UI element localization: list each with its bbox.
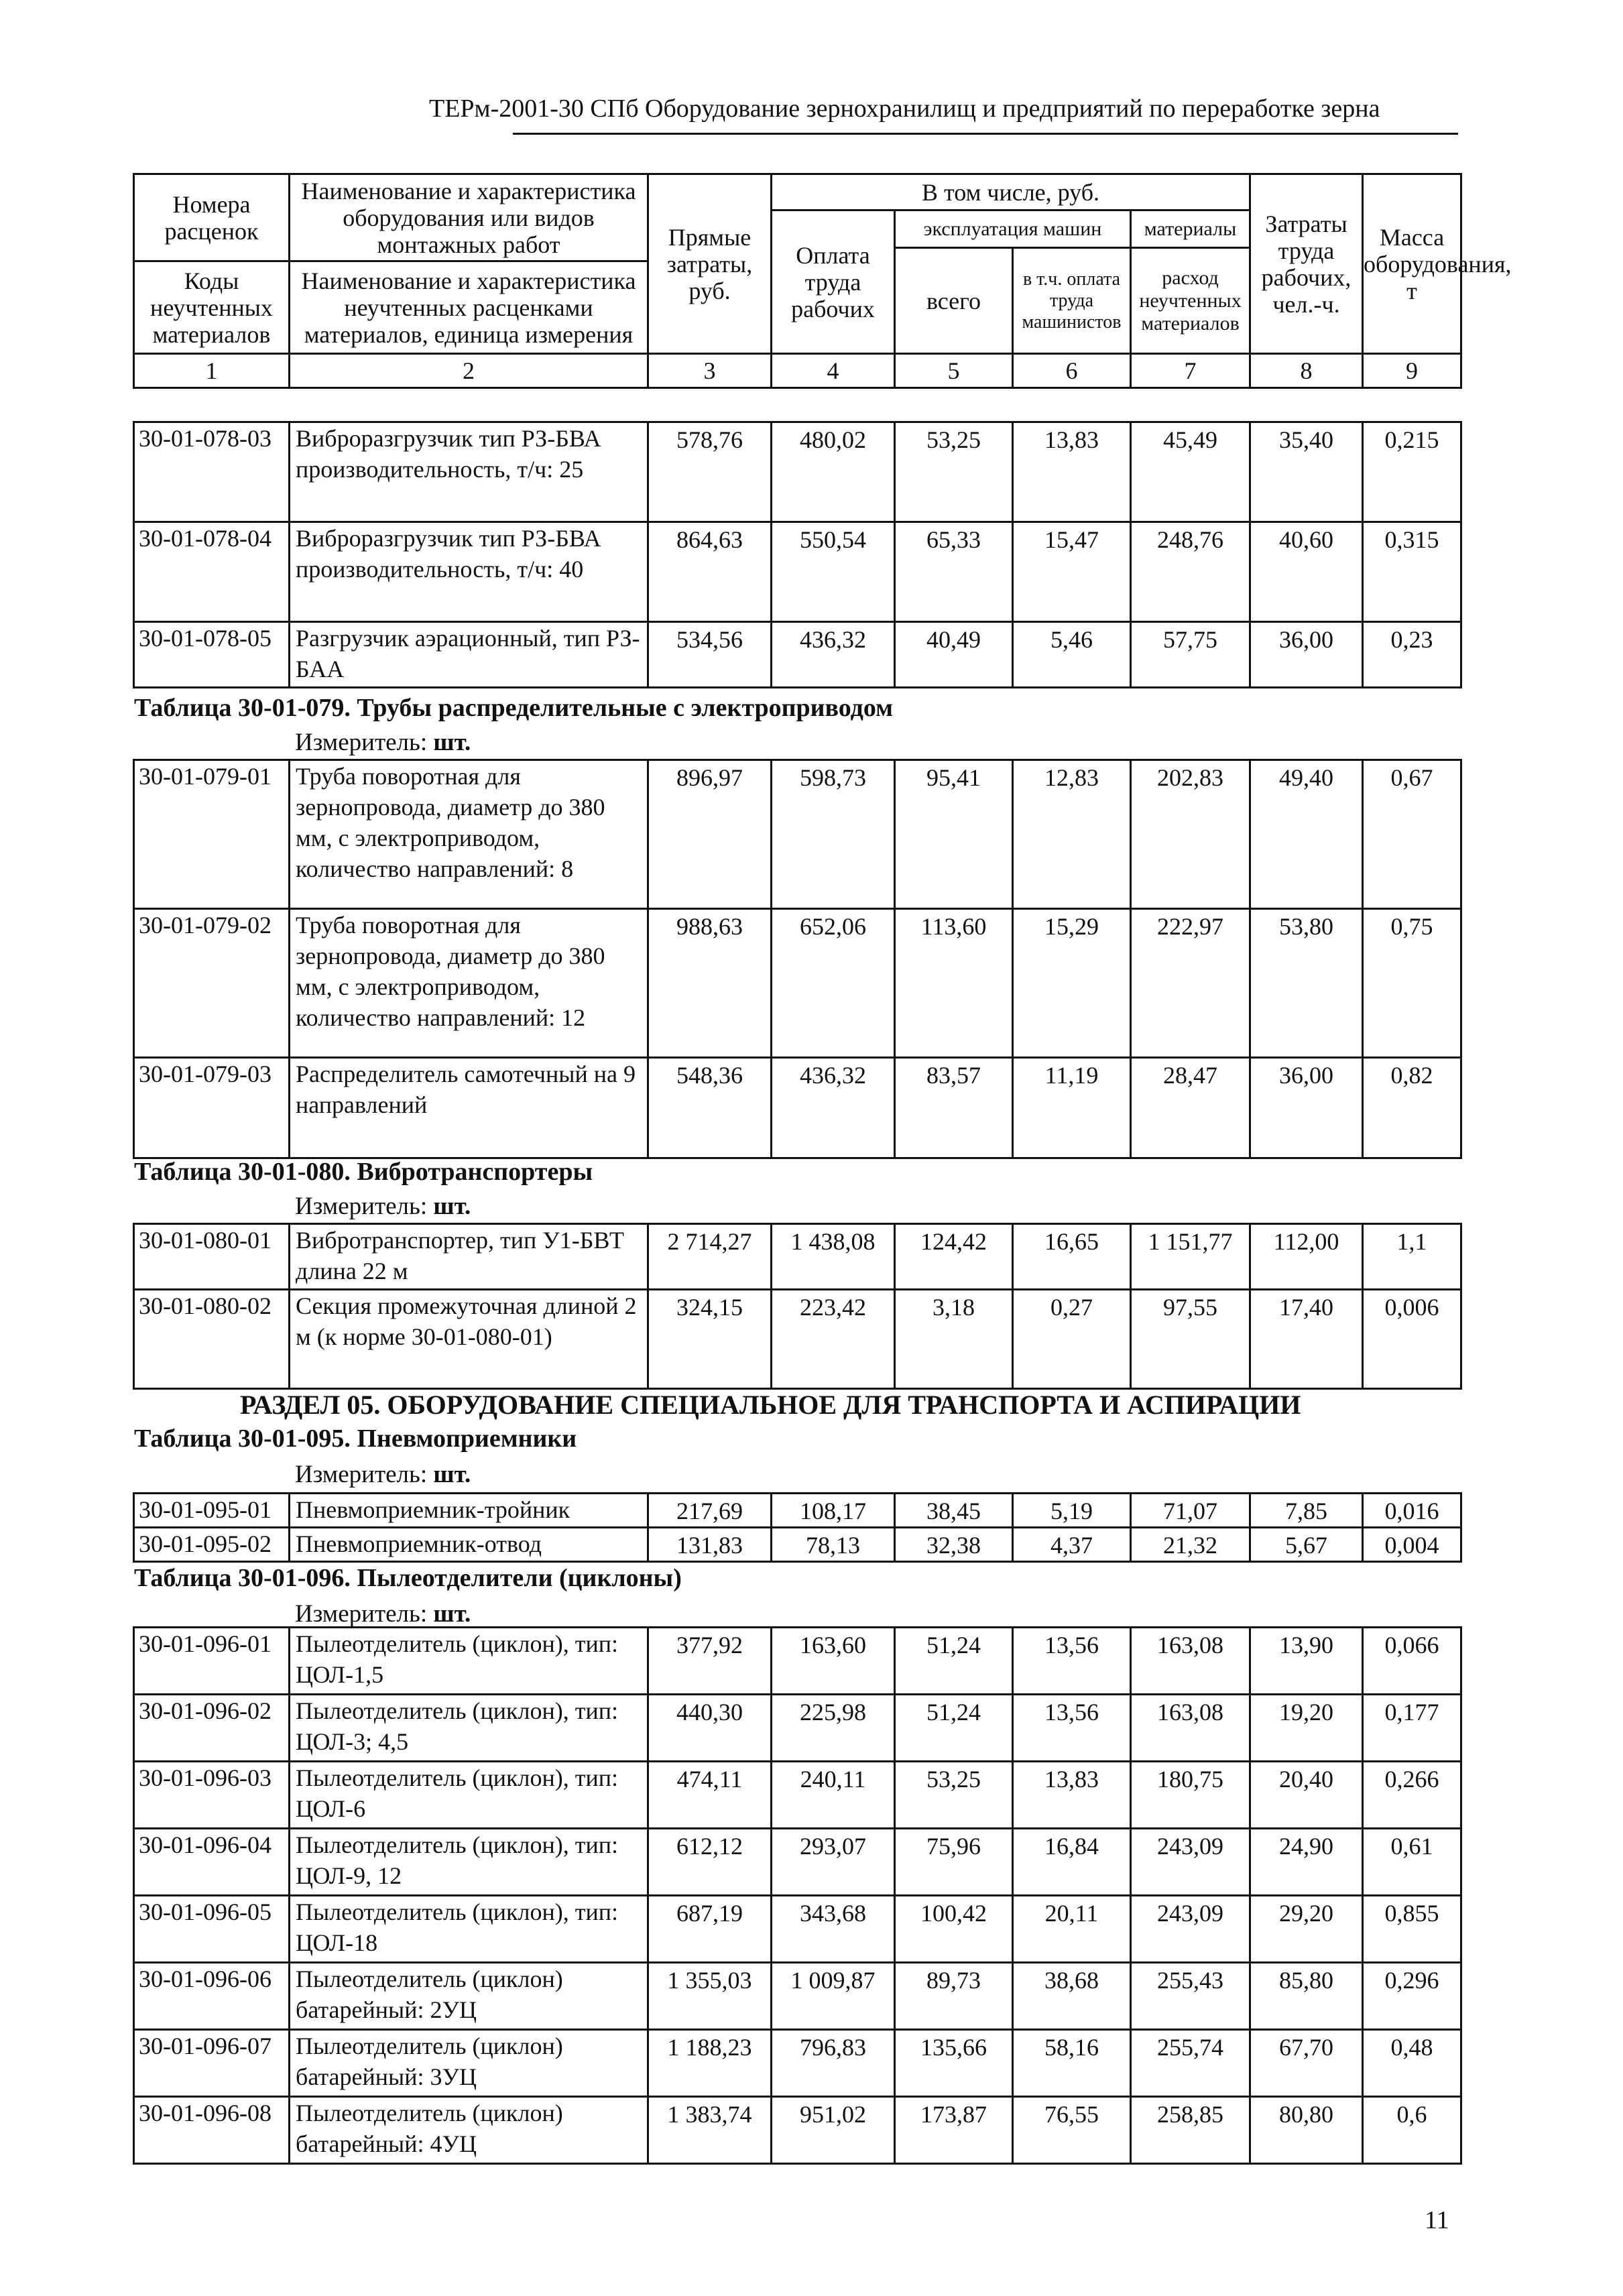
cell-machines-total: 38,45 <box>895 1494 1013 1528</box>
table-row <box>134 1224 1461 1290</box>
cell-machines-total: 53,25 <box>895 422 1013 522</box>
cell-direct-cost: 324,15 <box>648 1290 772 1389</box>
cell-materials: 163,08 <box>1131 1628 1250 1695</box>
cell-labor-pay: 796,83 <box>772 2030 895 2097</box>
cell-labor-hours: 19,20 <box>1250 1695 1363 1762</box>
cell-mass: 0,177 <box>1363 1695 1461 1762</box>
row-code: 30-01-095-01 <box>134 1494 290 1528</box>
cell-labor-hours: 112,00 <box>1250 1224 1363 1290</box>
row-code: 30-01-096-02 <box>134 1695 290 1762</box>
cell-direct-cost: 440,30 <box>648 1695 772 1762</box>
cell-operators-pay: 0,27 <box>1013 1290 1131 1389</box>
cell-operators-pay: 38,68 <box>1013 1963 1131 2030</box>
cell-machines-total: 173,87 <box>895 2097 1013 2164</box>
header-col4: Оплата труда рабочих <box>772 210 895 354</box>
row-name: Пневмоприемник-тройник <box>290 1494 648 1528</box>
row-code: 30-01-096-04 <box>134 1829 290 1896</box>
cell-labor-hours: 24,90 <box>1250 1829 1363 1896</box>
header-col9: Масса оборудования, т <box>1363 174 1461 354</box>
row-code: 30-01-096-07 <box>134 2030 290 2097</box>
cell-operators-pay: 76,55 <box>1013 2097 1131 2164</box>
table-095-measure: Измеритель: шт. <box>295 1461 471 1488</box>
row-name: Виброразгрузчик тип РЗ-БВА производительность, т/ч: 40 <box>290 522 648 622</box>
cell-labor-pay: 343,68 <box>772 1896 895 1963</box>
cell-direct-cost: 1 383,74 <box>648 2097 772 2164</box>
cell-operators-pay: 13,83 <box>1013 1762 1131 1829</box>
cell-machines-total: 100,42 <box>895 1896 1013 1963</box>
cell-machines-total: 3,18 <box>895 1290 1013 1389</box>
cell-direct-cost: 864,63 <box>648 522 772 622</box>
cell-labor-pay: 951,02 <box>772 2097 895 2164</box>
cell-direct-cost: 1 188,23 <box>648 2030 772 2097</box>
table-095-caption: Таблица 30-01-095. Пневмоприемники <box>134 1425 577 1453</box>
cell-operators-pay: 12,83 <box>1013 760 1131 909</box>
cell-operators-pay: 16,84 <box>1013 1829 1131 1896</box>
table-096-caption: Таблица 30-01-096. Пылеотделители (циклоны) <box>134 1564 682 1592</box>
row-code: 30-01-079-03 <box>134 1058 290 1158</box>
cell-labor-hours: 67,70 <box>1250 2030 1363 2097</box>
table-078 <box>133 421 1462 688</box>
cell-labor-pay: 550,54 <box>772 522 895 622</box>
row-code: 30-01-095-02 <box>134 1528 290 1562</box>
cell-materials: 163,08 <box>1131 1695 1250 1762</box>
cell-operators-pay: 13,56 <box>1013 1695 1131 1762</box>
cell-operators-pay: 13,83 <box>1013 422 1131 522</box>
cell-machines-total: 51,24 <box>895 1628 1013 1695</box>
cell-labor-pay: 293,07 <box>772 1829 895 1896</box>
section-05-heading: РАЗДЕЛ 05. ОБОРУДОВАНИЕ СПЕЦИАЛЬНОЕ ДЛЯ ТРАНСПОРТА И АСПИРАЦИИ <box>240 1390 1301 1420</box>
row-name: Секция промежуточная длиной 2 м (к норме 30-01-080-01) <box>290 1290 648 1389</box>
table-row <box>134 1963 1461 2030</box>
cell-direct-cost: 534,56 <box>648 622 772 688</box>
row-name: Пылеотделитель (циклон) батарейный: 4УЦ <box>290 2097 648 2164</box>
cell-materials: 97,55 <box>1131 1290 1250 1389</box>
cell-labor-hours: 49,40 <box>1250 760 1363 909</box>
header-col6: в т.ч. оплата труда машинистов <box>1013 248 1131 354</box>
header-col2a: Наименование и характеристика оборудования или видов монтажных работ <box>290 174 648 261</box>
cell-mass: 0,296 <box>1363 1963 1461 2030</box>
table-079-measure: Измеритель: шт. <box>295 729 471 756</box>
row-code: 30-01-078-03 <box>134 422 290 522</box>
cell-operators-pay: 16,65 <box>1013 1224 1131 1290</box>
cell-operators-pay: 11,19 <box>1013 1058 1131 1158</box>
cell-direct-cost: 612,12 <box>648 1829 772 1896</box>
cell-mass: 0,215 <box>1363 422 1461 522</box>
colnum-4: 4 <box>772 354 895 388</box>
cell-labor-pay: 225,98 <box>772 1695 895 1762</box>
cell-materials: 1 151,77 <box>1131 1224 1250 1290</box>
table-079 <box>133 759 1462 1159</box>
cell-direct-cost: 548,36 <box>648 1058 772 1158</box>
cell-materials: 71,07 <box>1131 1494 1250 1528</box>
cell-machines-total: 75,96 <box>895 1829 1013 1896</box>
row-code: 30-01-096-05 <box>134 1896 290 1963</box>
cell-labor-pay: 480,02 <box>772 422 895 522</box>
cell-machines-total: 53,25 <box>895 1762 1013 1829</box>
header-col1a: Номера расценок <box>134 174 290 261</box>
row-name: Пылеотделитель (циклон), тип: ЦОЛ-1,5 <box>290 1628 648 1695</box>
cell-mass: 0,82 <box>1363 1058 1461 1158</box>
cell-mass: 0,004 <box>1363 1528 1461 1562</box>
cell-materials: 57,75 <box>1131 622 1250 688</box>
cell-materials: 222,97 <box>1131 909 1250 1058</box>
cell-mass: 0,23 <box>1363 622 1461 688</box>
header-col8: Затраты труда рабочих, чел.-ч. <box>1250 174 1363 354</box>
row-name: Пылеотделитель (циклон) батарейный: 2УЦ <box>290 1963 648 2030</box>
cell-direct-cost: 377,92 <box>648 1628 772 1695</box>
table-row <box>134 622 1461 688</box>
table-080 <box>133 1223 1462 1390</box>
table-row <box>134 1628 1461 1695</box>
cell-labor-pay: 1 009,87 <box>772 1963 895 2030</box>
cell-mass: 0,266 <box>1363 1762 1461 1829</box>
table-row <box>134 522 1461 622</box>
table-080-caption: Таблица 30-01-080. Вибротранспортеры <box>134 1158 593 1186</box>
cell-labor-pay: 108,17 <box>772 1494 895 1528</box>
row-name: Труба поворотная для зернопровода, диаметр до 380 мм, с электроприводом, количество направлений: 12 <box>290 909 648 1058</box>
header-rule <box>513 133 1458 135</box>
row-code: 30-01-078-05 <box>134 622 290 688</box>
colnum-7: 7 <box>1131 354 1250 388</box>
cell-materials: 21,32 <box>1131 1528 1250 1562</box>
cell-materials: 258,85 <box>1131 2097 1250 2164</box>
cell-operators-pay: 13,56 <box>1013 1628 1131 1695</box>
cell-labor-hours: 17,40 <box>1250 1290 1363 1389</box>
cell-direct-cost: 131,83 <box>648 1528 772 1562</box>
table-row <box>134 2097 1461 2164</box>
table-096-measure: Измеритель: шт. <box>295 1600 471 1628</box>
colnum-3: 3 <box>648 354 772 388</box>
table-row <box>134 1290 1461 1389</box>
row-code: 30-01-096-06 <box>134 1963 290 2030</box>
cell-direct-cost: 2 714,27 <box>648 1224 772 1290</box>
table-row <box>134 1829 1461 1896</box>
cell-materials: 248,76 <box>1131 522 1250 622</box>
cell-direct-cost: 578,76 <box>648 422 772 522</box>
cell-machines-total: 51,24 <box>895 1695 1013 1762</box>
cell-labor-hours: 7,85 <box>1250 1494 1363 1528</box>
row-code: 30-01-080-02 <box>134 1290 290 1389</box>
cell-machines-total: 124,42 <box>895 1224 1013 1290</box>
cell-mass: 0,61 <box>1363 1829 1461 1896</box>
cell-labor-pay: 223,42 <box>772 1290 895 1389</box>
cell-operators-pay: 5,46 <box>1013 622 1131 688</box>
cell-mass: 1,1 <box>1363 1224 1461 1290</box>
table-row <box>134 760 1461 909</box>
row-code: 30-01-079-02 <box>134 909 290 1058</box>
row-name: Распределитель самотечный на 9 направлений <box>290 1058 648 1158</box>
cell-direct-cost: 988,63 <box>648 909 772 1058</box>
header-col5: всего <box>895 248 1013 354</box>
cell-materials: 243,09 <box>1131 1829 1250 1896</box>
cell-direct-cost: 1 355,03 <box>648 1963 772 2030</box>
cell-labor-hours: 53,80 <box>1250 909 1363 1058</box>
cell-materials: 45,49 <box>1131 422 1250 522</box>
row-name: Пылеотделитель (циклон) батарейный: 3УЦ <box>290 2030 648 2097</box>
cell-direct-cost: 687,19 <box>648 1896 772 1963</box>
header-machines: эксплуатация машин <box>895 210 1131 248</box>
cell-mass: 0,48 <box>1363 2030 1461 2097</box>
cell-machines-total: 113,60 <box>895 909 1013 1058</box>
header-col1b: Коды неучтенных материалов <box>134 261 290 354</box>
cell-operators-pay: 20,11 <box>1013 1896 1131 1963</box>
row-code: 30-01-096-03 <box>134 1762 290 1829</box>
cell-mass: 0,855 <box>1363 1896 1461 1963</box>
row-name: Разгрузчик аэрационный, тип РЗ-БАА <box>290 622 648 688</box>
table-row <box>134 1762 1461 1829</box>
header-group: В том числе, руб. <box>772 174 1250 210</box>
table-row <box>134 1695 1461 1762</box>
cell-machines-total: 65,33 <box>895 522 1013 622</box>
row-name: Пылеотделитель (циклон), тип: ЦОЛ-3; 4,5 <box>290 1695 648 1762</box>
cell-machines-total: 135,66 <box>895 2030 1013 2097</box>
colnum-1: 1 <box>134 354 290 388</box>
cell-mass: 0,315 <box>1363 522 1461 622</box>
cell-labor-hours: 29,20 <box>1250 1896 1363 1963</box>
cell-operators-pay: 15,47 <box>1013 522 1131 622</box>
row-name: Пылеотделитель (циклон), тип: ЦОЛ-18 <box>290 1896 648 1963</box>
table-row <box>134 1058 1461 1158</box>
cell-operators-pay: 58,16 <box>1013 2030 1131 2097</box>
colnum-9: 9 <box>1363 354 1461 388</box>
cell-labor-hours: 5,67 <box>1250 1528 1363 1562</box>
cell-mass: 0,6 <box>1363 2097 1461 2164</box>
header-materials: материалы <box>1131 210 1250 248</box>
row-name: Пылеотделитель (циклон), тип: ЦОЛ-9, 12 <box>290 1829 648 1896</box>
cell-mass: 0,066 <box>1363 1628 1461 1695</box>
colnum-5: 5 <box>895 354 1013 388</box>
table-row <box>134 422 1461 522</box>
cell-machines-total: 32,38 <box>895 1528 1013 1562</box>
row-code: 30-01-080-01 <box>134 1224 290 1290</box>
cell-materials: 28,47 <box>1131 1058 1250 1158</box>
colnum-6: 6 <box>1013 354 1131 388</box>
cell-labor-hours: 13,90 <box>1250 1628 1363 1695</box>
cell-labor-pay: 436,32 <box>772 1058 895 1158</box>
cell-operators-pay: 4,37 <box>1013 1528 1131 1562</box>
cell-materials: 255,43 <box>1131 1963 1250 2030</box>
cell-labor-hours: 35,40 <box>1250 422 1363 522</box>
running-head: ТЕРм-2001-30 СПб Оборудование зернохранилищ и предприятий по переработке зерна <box>429 95 1380 123</box>
cell-labor-pay: 652,06 <box>772 909 895 1058</box>
cell-machines-total: 40,49 <box>895 622 1013 688</box>
header-col7: расход неучтенных материалов <box>1131 248 1250 354</box>
page-number: 11 <box>1425 2206 1449 2234</box>
table-row <box>134 1896 1461 1963</box>
cell-operators-pay: 15,29 <box>1013 909 1131 1058</box>
cell-labor-hours: 80,80 <box>1250 2097 1363 2164</box>
cell-mass: 0,67 <box>1363 760 1461 909</box>
header-col2b: Наименование и характеристика неучтенных расценками материалов, единица измерения <box>290 261 648 354</box>
cell-mass: 0,016 <box>1363 1494 1461 1528</box>
row-name: Пылеотделитель (циклон), тип: ЦОЛ-6 <box>290 1762 648 1829</box>
cell-labor-hours: 20,40 <box>1250 1762 1363 1829</box>
table-080-measure: Измеритель: шт. <box>295 1193 471 1220</box>
header-col3: Прямые затраты, руб. <box>648 174 772 354</box>
cell-materials: 255,74 <box>1131 2030 1250 2097</box>
cell-labor-hours: 36,00 <box>1250 622 1363 688</box>
table-row <box>134 1528 1461 1562</box>
row-code: 30-01-078-04 <box>134 522 290 622</box>
colnum-2: 2 <box>290 354 648 388</box>
cell-materials: 243,09 <box>1131 1896 1250 1963</box>
cell-machines-total: 89,73 <box>895 1963 1013 2030</box>
cell-machines-total: 83,57 <box>895 1058 1013 1158</box>
cell-labor-pay: 163,60 <box>772 1628 895 1695</box>
cell-direct-cost: 474,11 <box>648 1762 772 1829</box>
cell-labor-pay: 436,32 <box>772 622 895 688</box>
row-code: 30-01-096-08 <box>134 2097 290 2164</box>
cell-labor-pay: 1 438,08 <box>772 1224 895 1290</box>
cell-mass: 0,006 <box>1363 1290 1461 1389</box>
table-header <box>133 173 1512 389</box>
cell-labor-hours: 40,60 <box>1250 522 1363 622</box>
cell-materials: 180,75 <box>1131 1762 1250 1829</box>
row-name: Труба поворотная для зернопровода, диаметр до 380 мм, с электроприводом, количество направлений: 8 <box>290 760 648 909</box>
row-name: Пневмоприемник-отвод <box>290 1528 648 1562</box>
table-row <box>134 909 1461 1058</box>
cell-direct-cost: 217,69 <box>648 1494 772 1528</box>
table-row <box>134 1494 1461 1528</box>
cell-labor-pay: 598,73 <box>772 760 895 909</box>
cell-operators-pay: 5,19 <box>1013 1494 1131 1528</box>
table-079-caption: Таблица 30-01-079. Трубы распределительные с электроприводом <box>134 694 894 722</box>
row-code: 30-01-096-01 <box>134 1628 290 1695</box>
row-name: Вибротранспортер, тип У1-БВТ длина 22 м <box>290 1224 648 1290</box>
cell-labor-pay: 78,13 <box>772 1528 895 1562</box>
table-row <box>134 2030 1461 2097</box>
cell-labor-hours: 85,80 <box>1250 1963 1363 2030</box>
cell-direct-cost: 896,97 <box>648 760 772 909</box>
cell-machines-total: 95,41 <box>895 760 1013 909</box>
cell-labor-hours: 36,00 <box>1250 1058 1363 1158</box>
cell-mass: 0,75 <box>1363 909 1461 1058</box>
row-name: Виброразгрузчик тип РЗ-БВА производительность, т/ч: 25 <box>290 422 648 522</box>
table-095 <box>133 1492 1462 1563</box>
table-096 <box>133 1626 1462 2165</box>
row-code: 30-01-079-01 <box>134 760 290 909</box>
colnum-8: 8 <box>1250 354 1363 388</box>
cell-materials: 202,83 <box>1131 760 1250 909</box>
cell-labor-pay: 240,11 <box>772 1762 895 1829</box>
